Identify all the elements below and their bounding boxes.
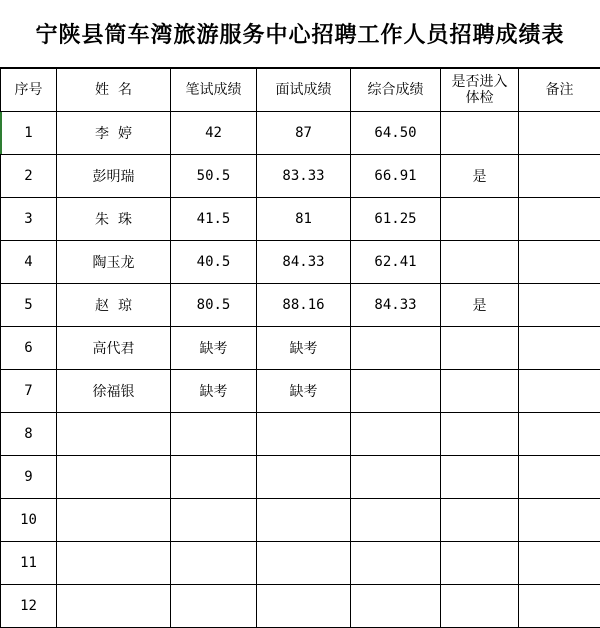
header-row	[1, 69, 600, 112]
cell-written[interactable]	[171, 542, 257, 585]
cell-physical[interactable]	[441, 456, 519, 499]
cell-total[interactable]: 62.41	[351, 241, 441, 284]
cell-remark[interactable]	[519, 327, 600, 370]
cell-seq[interactable]: 6	[1, 327, 57, 370]
header-seq[interactable]: 序号	[1, 69, 57, 112]
header-name[interactable]	[57, 69, 171, 112]
cell-written[interactable]: 80.5	[171, 284, 257, 327]
cell-interview[interactable]: 87	[257, 112, 351, 155]
cell-remark[interactable]	[519, 585, 600, 628]
table-row	[1, 155, 600, 198]
cell-name[interactable]: 彭明瑞	[57, 155, 171, 198]
header-interview[interactable]: 面试成绩	[257, 69, 351, 112]
cell-seq[interactable]: 2	[1, 155, 57, 198]
cell-seq[interactable]: 1	[1, 112, 57, 155]
cell-seq[interactable]: 4	[1, 241, 57, 284]
cell-total[interactable]: 64.50	[351, 112, 441, 155]
cell-seq[interactable]: 7	[1, 370, 57, 413]
cell-physical[interactable]	[441, 112, 519, 155]
cell-physical[interactable]	[441, 499, 519, 542]
cell-seq[interactable]: 8	[1, 413, 57, 456]
cell-interview[interactable]: 81	[257, 198, 351, 241]
selected-cell-marker	[0, 112, 2, 154]
cell-total[interactable]	[351, 499, 441, 542]
cell-remark[interactable]	[519, 155, 600, 198]
cell-total[interactable]: 66.91	[351, 155, 441, 198]
cell-physical[interactable]	[441, 327, 519, 370]
header-remark[interactable]: 备注	[519, 69, 600, 112]
cell-seq[interactable]: 11	[1, 542, 57, 585]
header-written[interactable]: 笔试成绩	[171, 69, 257, 112]
cell-interview[interactable]: 83.33	[257, 155, 351, 198]
cell-interview[interactable]: 缺考	[257, 370, 351, 413]
cell-seq[interactable]: 5	[1, 284, 57, 327]
cell-name[interactable]: 朱 珠	[57, 198, 171, 241]
header-physical-line2: 体检	[441, 90, 518, 106]
cell-interview[interactable]: 88.16	[257, 284, 351, 327]
cell-written[interactable]: 缺考	[171, 327, 257, 370]
cell-total[interactable]	[351, 585, 441, 628]
table-row	[1, 585, 600, 628]
cell-written[interactable]: 40.5	[171, 241, 257, 284]
header-physical-line1: 是否进入	[441, 74, 518, 90]
cell-interview[interactable]: 84.33	[257, 241, 351, 284]
cell-total[interactable]	[351, 327, 441, 370]
cell-total[interactable]	[351, 542, 441, 585]
table-row	[1, 198, 600, 241]
table-row	[1, 284, 600, 327]
cell-interview[interactable]	[257, 585, 351, 628]
table-row	[1, 499, 600, 542]
cell-remark[interactable]	[519, 241, 600, 284]
cell-seq[interactable]: 10	[1, 499, 57, 542]
cell-written[interactable]: 41.5	[171, 198, 257, 241]
cell-interview[interactable]: 缺考	[257, 327, 351, 370]
cell-physical[interactable]: 是	[441, 155, 519, 198]
cell-written[interactable]: 42	[171, 112, 257, 155]
cell-physical[interactable]	[441, 241, 519, 284]
cell-written[interactable]	[171, 413, 257, 456]
cell-remark[interactable]	[519, 198, 600, 241]
header-total[interactable]: 综合成绩	[351, 69, 441, 112]
cell-total[interactable]: 61.25	[351, 198, 441, 241]
cell-physical[interactable]	[441, 198, 519, 241]
cell-name[interactable]: 李 婷	[57, 112, 171, 155]
cell-name[interactable]	[57, 499, 171, 542]
cell-name[interactable]	[57, 542, 171, 585]
table-row	[1, 542, 600, 585]
table-row	[1, 327, 600, 370]
cell-written[interactable]	[171, 499, 257, 542]
cell-total[interactable]	[351, 370, 441, 413]
cell-name[interactable]: 徐福银	[57, 370, 171, 413]
cell-written[interactable]	[171, 456, 257, 499]
cell-remark[interactable]	[519, 370, 600, 413]
cell-name[interactable]	[57, 413, 171, 456]
table-row	[1, 370, 600, 413]
table-row	[1, 241, 600, 284]
cell-remark[interactable]	[519, 112, 600, 155]
cell-written[interactable]	[171, 585, 257, 628]
cell-total[interactable]	[351, 456, 441, 499]
cell-seq[interactable]: 3	[1, 198, 57, 241]
cell-written[interactable]: 缺考	[171, 370, 257, 413]
cell-remark[interactable]	[519, 284, 600, 327]
cell-total[interactable]	[351, 413, 441, 456]
cell-written[interactable]: 50.5	[171, 155, 257, 198]
cell-name[interactable]: 陶玉龙	[57, 241, 171, 284]
header-name-label: 姓 名	[95, 82, 132, 98]
cell-remark[interactable]	[519, 413, 600, 456]
cell-remark[interactable]	[519, 456, 600, 499]
cell-physical[interactable]: 是	[441, 284, 519, 327]
cell-name[interactable]	[57, 585, 171, 628]
cell-physical[interactable]	[441, 585, 519, 628]
cell-physical[interactable]	[441, 370, 519, 413]
cell-seq[interactable]: 12	[1, 585, 57, 628]
cell-interview[interactable]	[257, 456, 351, 499]
cell-name[interactable]	[57, 456, 171, 499]
cell-interview[interactable]	[257, 542, 351, 585]
cell-remark[interactable]	[519, 542, 600, 585]
cell-seq[interactable]: 9	[1, 456, 57, 499]
table-row	[1, 456, 600, 499]
cell-name[interactable]: 高代君	[57, 327, 171, 370]
cell-name[interactable]: 赵 琼	[57, 284, 171, 327]
cell-interview[interactable]	[257, 499, 351, 542]
cell-physical[interactable]	[441, 542, 519, 585]
header-physical[interactable]	[441, 69, 519, 112]
cell-remark[interactable]	[519, 499, 600, 542]
cell-interview[interactable]	[257, 413, 351, 456]
cell-total[interactable]: 84.33	[351, 284, 441, 327]
page-title: 宁陕县筒车湾旅游服务中心招聘工作人员招聘成绩表	[0, 0, 600, 68]
score-table	[0, 68, 600, 628]
table-row	[1, 112, 600, 155]
table-row	[1, 413, 600, 456]
cell-physical[interactable]	[441, 413, 519, 456]
